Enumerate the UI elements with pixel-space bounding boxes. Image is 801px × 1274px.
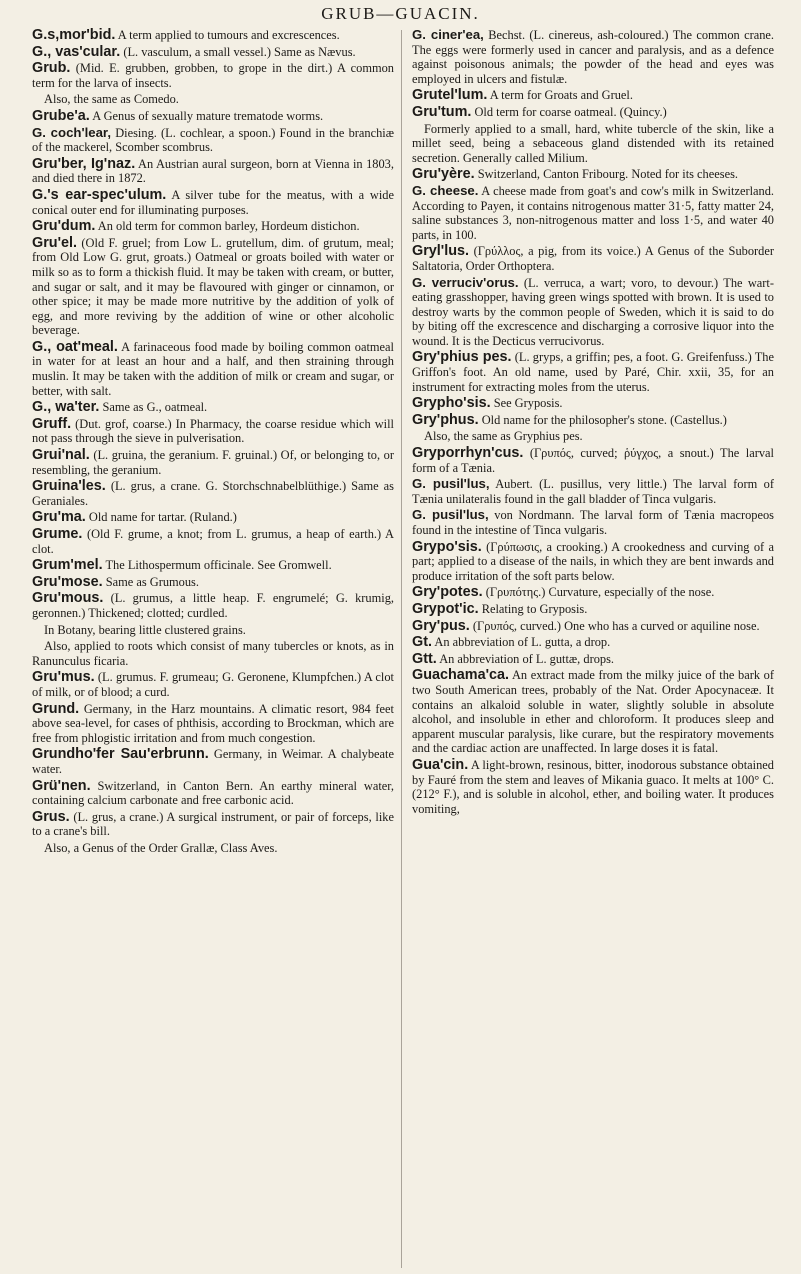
dictionary-entry xyxy=(412,276,774,349)
entry-definition: An Austrian aural surgeon, born at Vienna in 1803, and died there in 1872. xyxy=(32,156,394,186)
dictionary-entry xyxy=(32,45,394,60)
entry-headword: Gry'phius pes. xyxy=(412,349,512,366)
dictionary-entry xyxy=(412,477,774,506)
entry-definition: (L. grumus. F. grumeau; G. Geronene, Klumpfchen.) A clot of milk, or of blood; a curd. xyxy=(32,670,394,699)
entry-definition: (L. gruina, the geranium. F. gruinal.) Of, or belonging to, or resembling, the geranium. xyxy=(32,448,394,477)
entry-headword: G. cheese. xyxy=(412,182,479,198)
entry-headword: Gry'phus. xyxy=(412,411,479,428)
dictionary-entry xyxy=(412,652,774,667)
dictionary-entry xyxy=(32,28,394,43)
entry-headword: Grui'nal. xyxy=(32,447,90,464)
left-column xyxy=(32,28,394,1272)
dictionary-entry xyxy=(412,184,774,242)
entry-headword: Gry'potes. xyxy=(412,584,483,601)
entry-definition: Old term for coarse oatmeal. (Quincy.) xyxy=(471,104,667,119)
dictionary-entry xyxy=(32,575,394,590)
entry-headword: Guachama'ca. xyxy=(412,667,510,684)
entry-definition: (L. vasculum, a small vessel.) Same as Nævus. xyxy=(120,44,356,59)
entry-headword: G. verruciv'orus. xyxy=(412,274,519,290)
entry-headword: Gru'mose. xyxy=(32,573,103,590)
entry-headword: Gry'pus. xyxy=(412,617,470,634)
entry-definition: Old name for the philosopher's stone. (Castellus.) xyxy=(478,412,727,427)
dictionary-entry xyxy=(412,668,774,756)
entry-definition: An extract made from the milky juice of the bark of two South American trees, probably of the Nat. Order Apocynaceæ. It contains an alkaloid soluble in water, slightly soluble in absolute alcohol, and insoluble in ether and chloroform. It produces sleep and apparent muscular paralysis, like curare, but the respiratory movements and the cardiac action are unaffected. In large doses it is fatal. xyxy=(412,668,774,756)
dictionary-entry xyxy=(412,758,774,816)
entry-definition: (Γρυπότης.) Curvature, especially of the nose. xyxy=(482,585,715,600)
entry-definition: (L. grus, a crane.) A surgical instrument, or pair of forceps, like to a crane's bill. xyxy=(32,809,394,839)
entry-continuation: Formerly applied to a small, hard, white tubercle of the skin, like a millet seed, being a sebaceous gland distended with its retained secretion. Generally called Milium. xyxy=(412,121,774,165)
dictionary-entry xyxy=(412,105,774,120)
entry-headword: Gruina'les. xyxy=(32,478,106,495)
dictionary-entry xyxy=(32,702,394,746)
entry-headword: Gruff. xyxy=(32,415,72,432)
dictionary-entry xyxy=(32,810,394,839)
entry-definition: Germany, in the Harz mountains. A climatic resort, 984 feet above sea-level, for cases of phthisis, according to Brockman, which are free from phlogistic irritation and from much congestion. xyxy=(32,701,394,745)
entry-headword: Grutel'lum. xyxy=(412,87,488,104)
entry-headword: Grube'a. xyxy=(32,107,90,124)
dictionary-entry xyxy=(412,635,774,650)
entry-definition: Switzerland, in Canton Bern. An earthy mineral water, containing calcium carbonate and free carbonic acid. xyxy=(32,778,394,808)
entry-definition: A cheese made from goat's and cow's milk in Switzerland. According to Payen, it contains nitrogenous matter 31·5, fatty matter 24, saline substances 3, non-nitrogenous matter and loss 1·5, and water 40 parts, in 100. xyxy=(412,183,774,242)
dictionary-entry xyxy=(32,479,394,508)
dictionary-entry xyxy=(32,61,394,90)
dictionary-entry xyxy=(412,88,774,103)
entry-definition: Bechst. (L. cinereus, ash-coloured.) The common crane. The eggs were formerly used in cancer and paralysis, and as a defence against poisonous animals; the powder of the head and eyes was employed in ulcers and fistulæ. xyxy=(412,28,774,86)
entry-headword: Gru'el. xyxy=(32,234,78,251)
entry-headword: G., vas'cular. xyxy=(32,43,121,60)
dictionary-entry xyxy=(32,747,394,776)
entry-definition: (Γρύπωσις, a crooking.) A crookedness and curving of a part; applied to a disease of the nails, in which they are bent inwards and produce irritation of the soft parts below. xyxy=(412,539,774,583)
entry-headword: Gryl'lus. xyxy=(412,243,470,260)
entry-headword: Gru'dum. xyxy=(32,218,96,235)
dictionary-entry xyxy=(32,188,394,217)
entry-continuation: Also, the same as Gryphius pes. xyxy=(424,429,583,444)
entry-definition: (L. gryps, a griffin; pes, a foot. G. Greifenfuss.) The Griffon's foot. An old name, used by Paré, Chir. xxii, 35, for an instrument for extracting moles from the uterus. xyxy=(412,350,774,394)
entry-definition: An abbreviation of L. guttæ, drops. xyxy=(436,651,615,666)
entry-continuation: In Botany, bearing little clustered grains. xyxy=(44,622,246,637)
entry-headword: Gru'ber, Ig'naz. xyxy=(32,155,136,172)
entry-headword: G.'s ear-spec'ulum. xyxy=(32,186,167,203)
entry-headword: G. coch'lear, xyxy=(32,124,112,140)
entry-definition: (Γρύλλος, a pig, from its voice.) A Genus of the Suborder Saltatoria, Order Orthoptera. xyxy=(412,244,774,273)
dictionary-entry xyxy=(412,585,774,600)
entry-definition: An old term for common barley, Hordeum distichon. xyxy=(95,219,360,234)
dictionary-entry xyxy=(412,28,774,86)
entry-headword: Gru'mous. xyxy=(32,590,104,607)
entry-headword: Gua'cin. xyxy=(412,756,469,773)
dictionary-entry xyxy=(412,508,774,537)
dictionary-entry xyxy=(412,396,774,411)
dictionary-entry xyxy=(32,157,394,186)
entry-headword: Grum'mel. xyxy=(32,557,103,574)
entry-definition: Switzerland, Canton Fribourg. Noted for its cheeses. xyxy=(474,167,738,182)
entry-definition: Germany, in Weimar. A chalybeate water. xyxy=(32,747,394,776)
entry-definition: (Γρυπός, curved.) One who has a curved or aquiline nose. xyxy=(469,618,760,633)
entry-headword: Gru'yère. xyxy=(412,166,475,183)
dictionary-entry xyxy=(32,527,394,556)
entry-headword: Grü'nen. xyxy=(32,777,91,794)
page-header: GRUB—GUACIN. xyxy=(321,4,480,23)
dictionary-entry xyxy=(412,446,774,475)
entry-headword: G. pusil'lus, xyxy=(412,476,490,492)
entry-headword: Grus. xyxy=(32,808,70,825)
dictionary-entry xyxy=(32,779,394,808)
entry-definition: Aubert. (L. pusillus, very little.) The larval form of Tænia unilateralis found in the gall bladder of Tinca vulgaris. xyxy=(412,477,774,506)
entry-definition: A term for Groats and Gruel. xyxy=(487,88,633,103)
entry-headword: G.s,mor'bid. xyxy=(32,28,116,43)
dictionary-entry xyxy=(32,126,394,155)
entry-continuation: Also, applied to roots which consist of many tubercles or knots, as in Ranunculus ficaria. xyxy=(32,639,394,668)
entry-headword: Grub. xyxy=(32,60,71,77)
dictionary-entry xyxy=(32,448,394,477)
dictionary-entry xyxy=(32,219,394,234)
dictionary-entry xyxy=(412,167,774,182)
entry-definition: (Dut. grof, coarse.) In Pharmacy, the coarse residue which will not pass through the sieve in pulverisation. xyxy=(32,416,394,446)
entry-headword: Grypho'sis. xyxy=(412,395,491,412)
entry-headword: Gru'mus. xyxy=(32,669,95,686)
entry-continuation: Also, the same as Comedo. xyxy=(44,92,179,107)
entry-definition: The Lithospermum officinale. See Gromwell. xyxy=(102,558,332,573)
dictionary-entry xyxy=(32,591,394,620)
dictionary-entry xyxy=(412,619,774,634)
entry-definition: (L. grumus, a little heap. F. engrumelé; G. krumig, geronnen.) Thickened; clotted; curdled. xyxy=(32,591,394,620)
entry-headword: G. pusil'lus, xyxy=(412,507,489,523)
entry-definition: A Genus of sexually mature trematode worms. xyxy=(89,108,324,123)
entry-definition: (L. grus, a crane. G. Storchschnabelblüthige.) Same as Geraniales. xyxy=(32,479,394,508)
entry-headword: Gru'ma. xyxy=(32,509,86,526)
right-column xyxy=(412,28,774,1272)
entry-headword: Grypo'sis. xyxy=(412,538,482,555)
entry-definition: (L. verruca, a wart; voro, to devour.) The wart-eating grasshopper, having green wings spotted with brown. It is used to destroy warts by the common people of Sweden, which it is said to do by biting off the excrescence and discharging a corrosive liquor into the wound. It is the Decticus verrucivorus. xyxy=(412,275,774,348)
entry-definition: A farinaceous food made by boiling common oatmeal in water for at least an hour and a half, and then straining through muslin. It may be taken with the addition of milk or cream and sugar, or better, with salt. xyxy=(32,339,394,398)
entry-headword: G., oat'meal. xyxy=(32,338,118,355)
entry-definition: Same as Grumous. xyxy=(102,574,199,589)
entry-definition: A term applied to tumours and excrescences. xyxy=(115,28,340,42)
entry-headword: Grypot'ic. xyxy=(412,600,479,617)
entry-definition: A light-brown, resinous, bitter, inodorous substance obtained by Fauré from the stem and leaves of Mikania guaco. It melts at 100° C. (212° F.), and is soluble in alcohol, ether, and boiling water. It produces vomiting, xyxy=(412,757,774,816)
entry-definition: (Old F. gruel; from Low L. grutellum, dim. of grutum, meal; from Old Low G. grut, groats.) Oatmeal or groats boiled with water or milk so as to form a thickish fluid. It may be taken with cream, or butter, and sugar or salt, and it may be flavoured with ginger or cinnamon, or other spice; it may be made more nutritive by the addition of yolk of egg, and more reviving by the addition of wine or other alcoholic beverage. xyxy=(32,235,394,338)
entry-definition: Old name for tartar. (Ruland.) xyxy=(85,510,237,525)
dictionary-columns xyxy=(32,28,774,1272)
dictionary-entry xyxy=(412,350,774,394)
entry-definition: Same as G., oatmeal. xyxy=(99,400,208,415)
entry-definition: Relating to Gryposis. xyxy=(478,601,588,616)
entry-headword: G. ciner'ea, xyxy=(412,28,484,42)
entry-definition: (Old F. grume, a knot; from L. grumus, a heap of earth.) A clot. xyxy=(32,527,394,556)
dictionary-entry xyxy=(32,340,394,398)
entry-definition: (Γρυπός, curved; ῥύγχος, a snout.) The larval form of a Tænia. xyxy=(412,446,774,475)
entry-headword: Gru'tum. xyxy=(412,103,472,120)
dictionary-entry xyxy=(412,602,774,617)
entry-headword: Gt. xyxy=(412,634,432,651)
dictionary-entry xyxy=(412,540,774,584)
dictionary-entry xyxy=(412,244,774,273)
entry-headword: G., wa'ter. xyxy=(32,399,100,416)
entry-definition: (Mid. E. grubben, grobben, to grope in the dirt.) A common term for the larva of insects. xyxy=(32,61,394,90)
dictionary-entry xyxy=(32,558,394,573)
dictionary-entry xyxy=(32,400,394,415)
dictionary-entry xyxy=(32,236,394,338)
entry-definition: von Nordmann. The larval form of Tænia macropeos found in the intestine of Tinca vulgaris. xyxy=(412,508,774,537)
entry-continuation: Also, a Genus of the Order Grallæ, Class Aves. xyxy=(44,840,278,855)
entry-headword: Grundho'fer Sau'erbrunn. xyxy=(32,746,209,763)
dictionary-entry xyxy=(32,109,394,124)
entry-definition: An abbreviation of L. gutta, a drop. xyxy=(431,635,611,650)
dictionary-entry xyxy=(412,413,774,428)
entry-headword: Gtt. xyxy=(412,650,437,667)
dictionary-entry xyxy=(32,417,394,446)
entry-headword: Grume. xyxy=(32,526,83,542)
entry-headword: Gryporrhyn'cus. xyxy=(412,445,524,462)
entry-definition: See Gryposis. xyxy=(490,396,563,411)
dictionary-entry xyxy=(32,510,394,525)
dictionary-entry xyxy=(32,670,394,699)
entry-definition: Diesing. (L. cochlear, a spoon.) Found in the branchiæ of the mackerel, Scomber scombrus. xyxy=(32,125,394,155)
entry-headword: Grund. xyxy=(32,700,80,717)
entry-definition: A silver tube for the meatus, with a wide conical outer end for illuminating purposes. xyxy=(32,187,394,217)
